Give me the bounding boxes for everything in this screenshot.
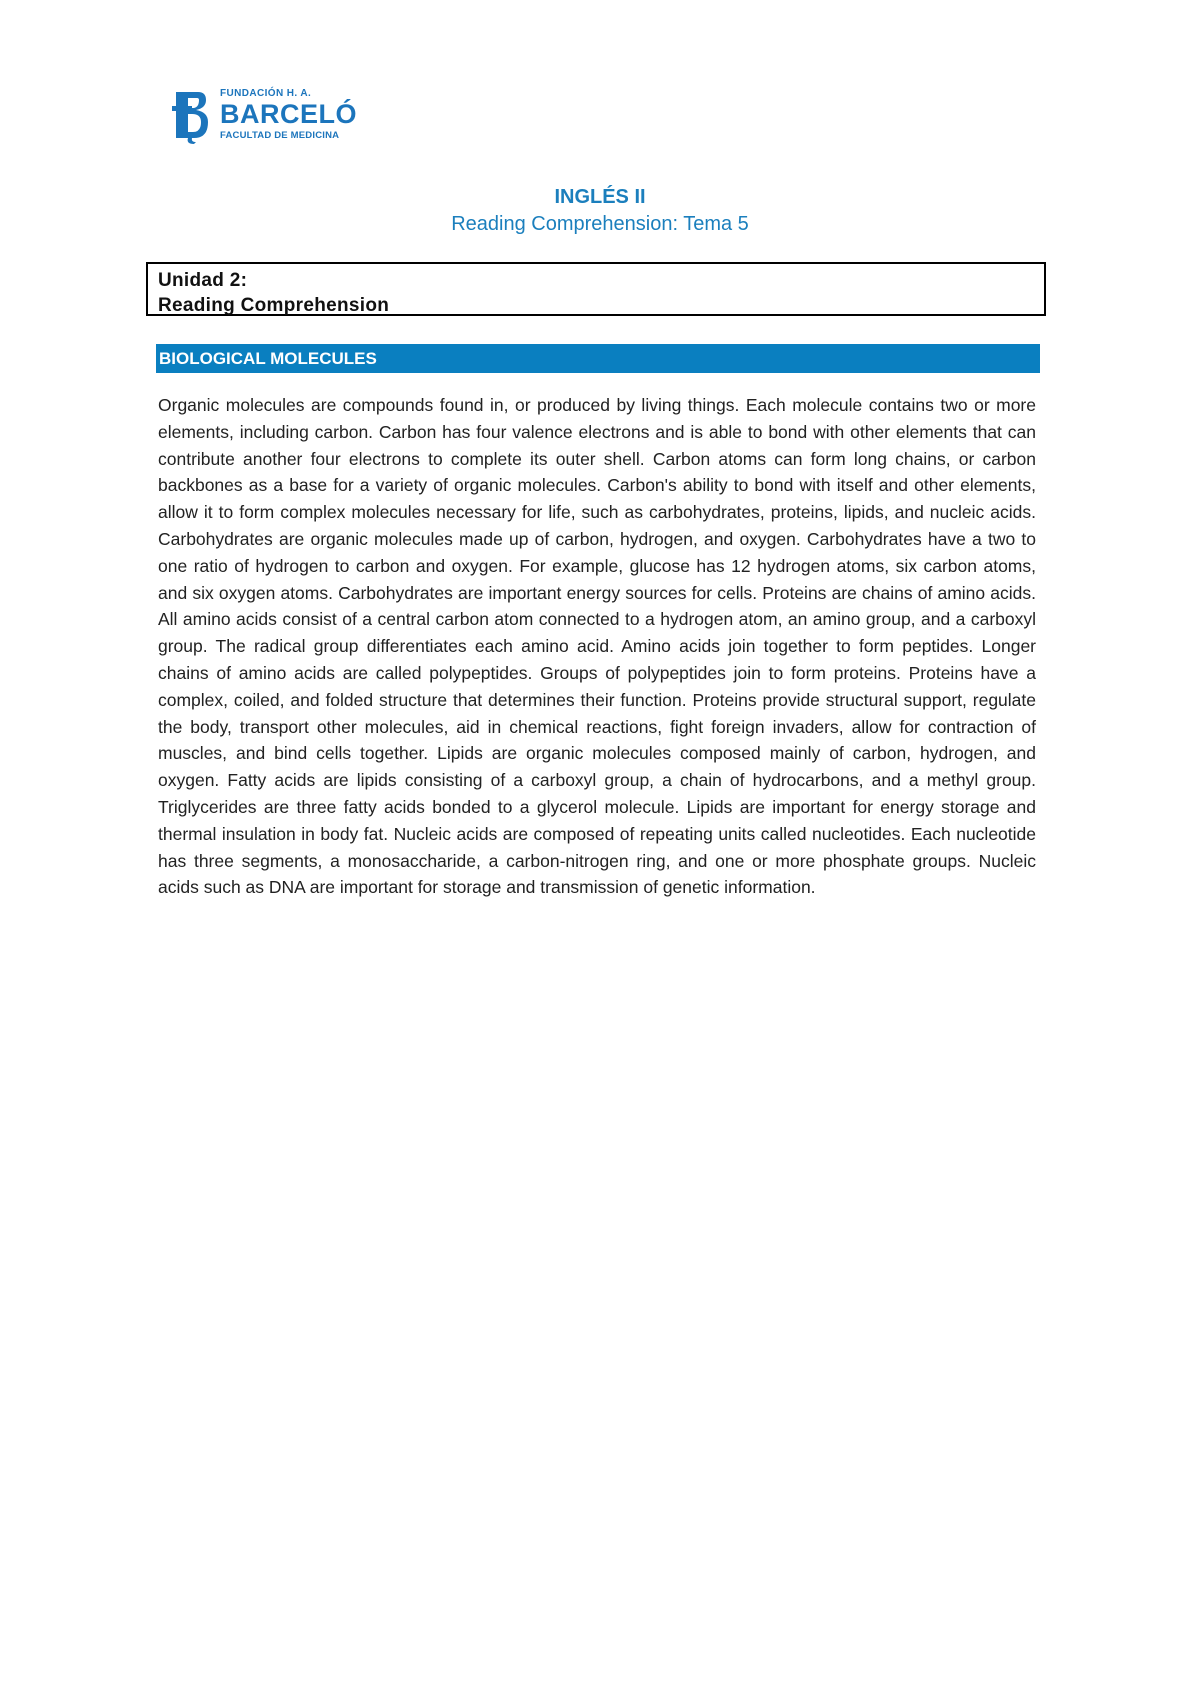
course-title: INGLÉS II bbox=[554, 186, 646, 208]
logo-wordmark bbox=[220, 89, 357, 141]
course-subtitle: Reading Comprehension: Tema 5 bbox=[451, 213, 749, 235]
logo-faculty-text: FACULTAD DE MEDICINA bbox=[220, 130, 340, 142]
unit-label: Unidad 2: bbox=[158, 270, 248, 291]
institution-logo bbox=[168, 84, 357, 146]
logo-foundation-text: FUNDACIÓN H. A. bbox=[220, 88, 312, 100]
fb-monogram-icon bbox=[168, 84, 214, 146]
logo-name-text: BARCELÓ bbox=[220, 99, 357, 130]
section-heading: BIOLOGICAL MOLECULES bbox=[156, 344, 1040, 373]
section-body-paragraph: Organic molecules are compounds found in, or produced by living things. Each molecule contains two or more elements, including carbon. Carbon has four valence electrons and is able to bond with other elements that can contribute another four electrons to complete its outer shell. Carbon atoms can form long chains, or carbon backbones as a base for a variety of organic molecules. Carbon's ability to bond with itself and other elements, allow it to form complex molecules necessary for life, such as carbohydrates, proteins, lipids, and nucleic acids. Carbohydrates are organic molecules made up of carbon, hydrogen, and oxygen. Carbohydrates have a two to one ratio of hydrogen to carbon and oxygen. For example, glucose has 12 hydrogen atoms, six carbon atoms, and six oxygen atoms. Carbohydrates are important energy sources for cells. Proteins are chains of amino acids. All amino acids consist of a central carbon atom connected to a hydrogen atom, an amino group, and a carboxyl group. The radical group differentiates each amino acid. Amino acids join together to form peptides. Longer chains of amino acids are called polypeptides. Groups of polypeptides join to form proteins. Proteins have a complex, coiled, and folded structure that determines their function. Proteins provide structural support, regulate the body, transport other molecules, aid in chemical reactions, fight foreign invaders, allow for contraction of muscles, and bind cells together. Lipids are organic molecules composed mainly of carbon, hydrogen, and oxygen. Fatty acids are lipids consisting of a carboxyl group, a chain of hydrocarbons, and a methyl group. Triglycerides are three fatty acids bonded to a glycerol molecule. Lipids are important for energy storage and thermal insulation in body fat. Nucleic acids are composed of repeating units called nucleotides. Each nucleotide has three segments, a monosaccharide, a carbon-nitrogen ring, and one or more phosphate groups. Nucleic acids such as DNA are important for storage and transmission of genetic information. bbox=[158, 395, 1036, 898]
unit-topic: Reading Comprehension bbox=[158, 295, 390, 316]
unit-box bbox=[146, 262, 1046, 316]
